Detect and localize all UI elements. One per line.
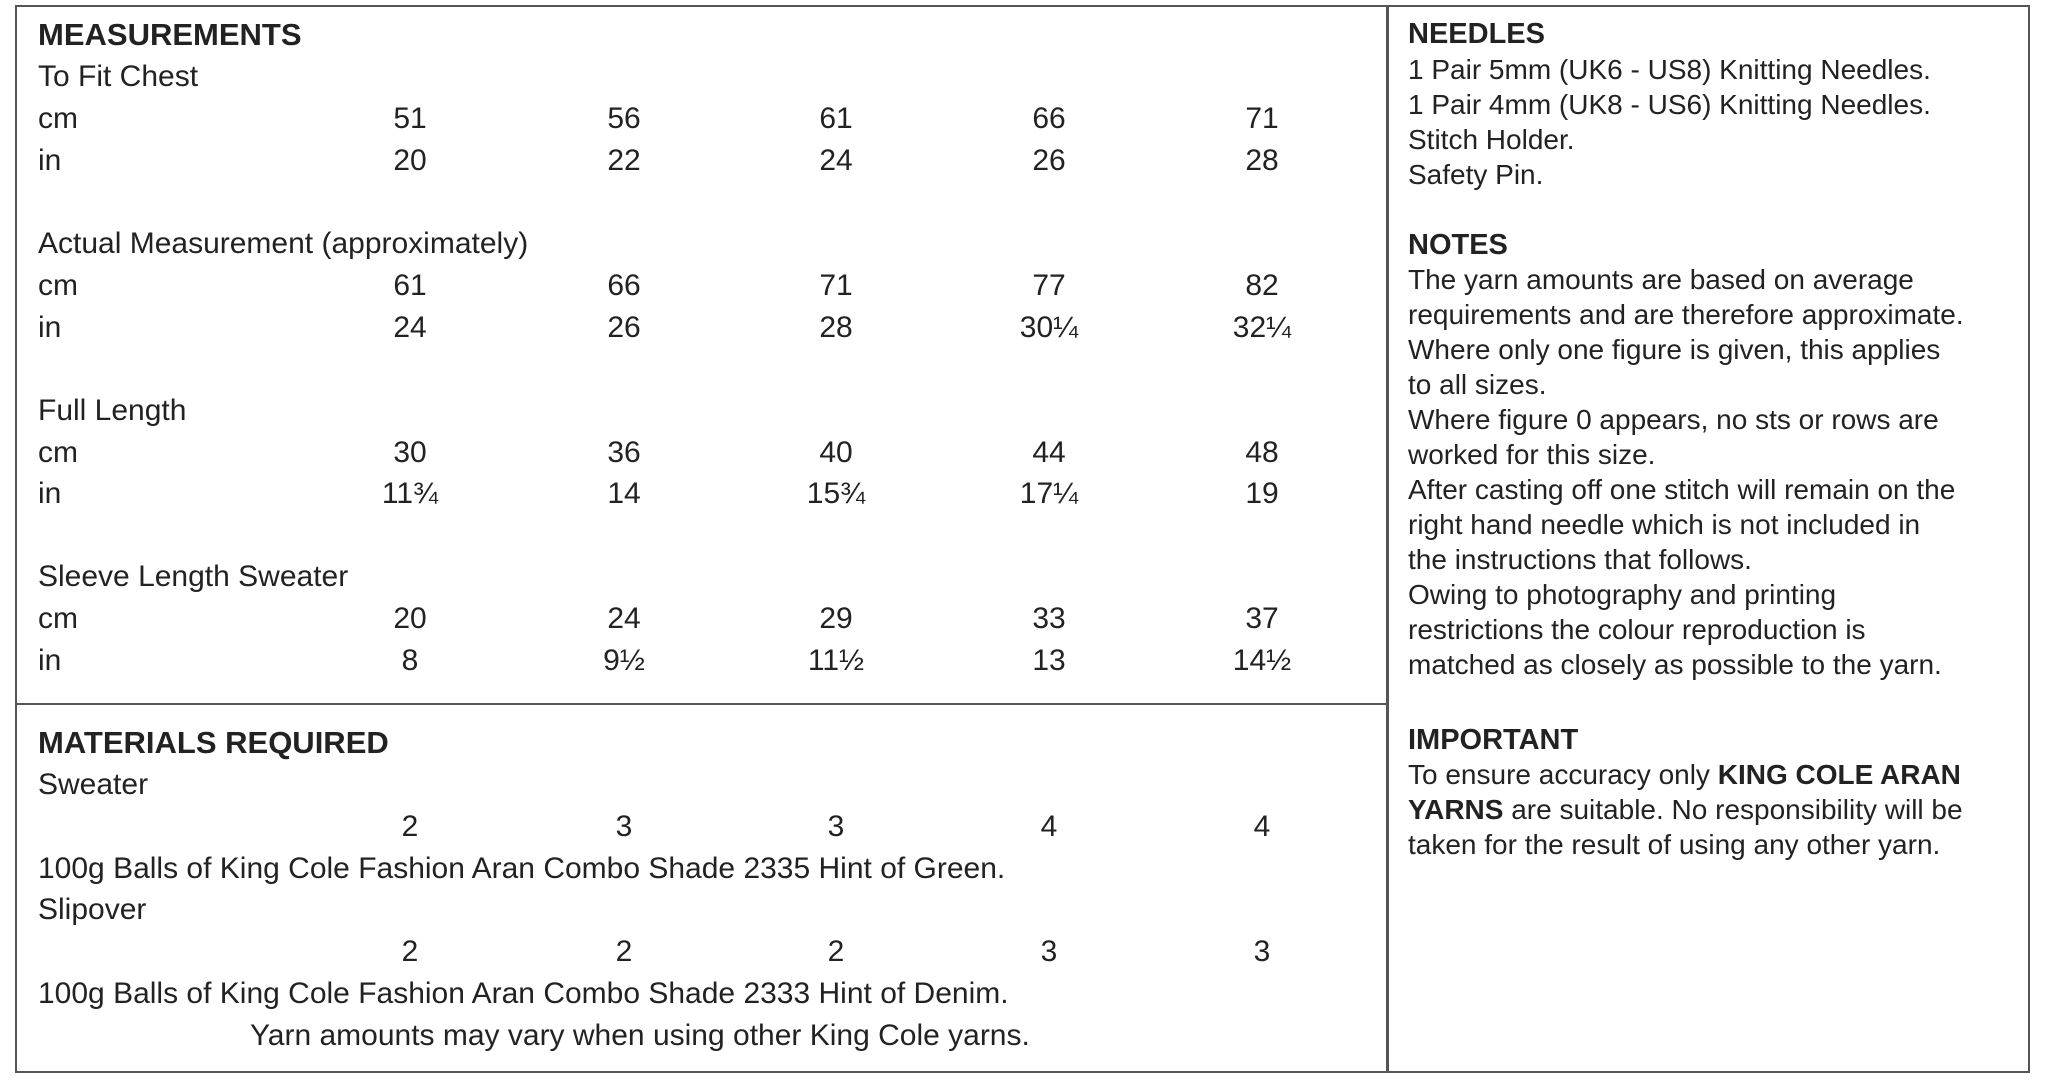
ball-count: 3 xyxy=(1040,935,1058,968)
ball-count: 4 xyxy=(1040,810,1058,843)
size-value: 36 xyxy=(607,436,641,469)
size-value: 24 xyxy=(819,144,853,177)
needles-line: 1 Pair 4mm (UK8 - US6) Knitting Needles. xyxy=(1408,89,1931,120)
measurements-heading: MEASUREMENTS xyxy=(38,17,302,52)
size-value: 82 xyxy=(1245,269,1279,302)
section-divider xyxy=(15,703,1387,705)
size-value: 61 xyxy=(819,102,853,135)
size-value: 17¼ xyxy=(1019,477,1079,510)
ball-count: 3 xyxy=(827,810,845,843)
notes-line: right hand needle which is not included in xyxy=(1408,509,1921,540)
size-value: 13 xyxy=(1032,644,1066,677)
size-value: 77 xyxy=(1032,269,1066,302)
notes-line: After casting off one stitch will remain on the xyxy=(1408,474,1956,505)
size-value: 71 xyxy=(819,269,853,302)
unit-label: in xyxy=(38,144,62,177)
size-value: 40 xyxy=(819,436,853,469)
size-value: 29 xyxy=(819,602,853,635)
size-value: 8 xyxy=(401,644,419,677)
unit-label: in xyxy=(38,644,62,677)
size-value: 24 xyxy=(607,602,641,635)
size-value: 14 xyxy=(607,477,641,510)
unit-label: cm xyxy=(38,102,78,135)
section-title: To Fit Chest xyxy=(38,60,199,93)
size-value: 56 xyxy=(607,102,641,135)
section-title: Sleeve Length Sweater xyxy=(38,560,349,593)
notes-line: requirements and are therefore approximate. xyxy=(1408,299,1964,330)
size-value: 22 xyxy=(607,144,641,177)
important-line: taken for the result of using any other yarn. xyxy=(1408,829,1941,860)
materials-heading: MATERIALS REQUIRED xyxy=(38,725,389,760)
notes-line: worked for this size. xyxy=(1408,439,1656,470)
ball-count: 2 xyxy=(401,935,419,968)
yarn-footnote: Yarn amounts may vary when using other King Cole yarns. xyxy=(250,1019,1030,1052)
important-heading: IMPORTANT xyxy=(1408,724,1579,756)
unit-label: cm xyxy=(38,269,78,302)
size-value: 44 xyxy=(1032,436,1066,469)
size-value: 20 xyxy=(393,602,427,635)
size-value: 24 xyxy=(393,311,427,344)
notes-line: restrictions the colour reproduction is xyxy=(1408,614,1866,645)
material-name: Slipover xyxy=(38,893,147,926)
size-value: 20 xyxy=(393,144,427,177)
needles-line: Safety Pin. xyxy=(1408,159,1544,190)
material-name: Sweater xyxy=(38,768,149,801)
size-value: 9½ xyxy=(603,644,645,677)
section-title: Full Length xyxy=(38,394,187,427)
size-value: 30 xyxy=(393,436,427,469)
size-value: 66 xyxy=(1032,102,1066,135)
notes-heading: NOTES xyxy=(1408,229,1508,261)
notes-line: the instructions that follows. xyxy=(1408,544,1752,575)
unit-label: cm xyxy=(38,436,78,469)
ball-count: 3 xyxy=(615,810,633,843)
size-value: 37 xyxy=(1245,602,1279,635)
ball-count: 2 xyxy=(827,935,845,968)
unit-label: in xyxy=(38,311,62,344)
notes-line: Where only one figure is given, this applies xyxy=(1408,334,1941,365)
ball-count: 2 xyxy=(401,810,419,843)
size-value: 11½ xyxy=(807,644,865,677)
size-value: 32¼ xyxy=(1232,311,1292,344)
size-value: 66 xyxy=(607,269,641,302)
ball-count: 3 xyxy=(1253,935,1271,968)
needles-line: Stitch Holder. xyxy=(1408,124,1575,155)
needles-line: 1 Pair 5mm (UK6 - US8) Knitting Needles. xyxy=(1408,54,1931,85)
size-value: 30¼ xyxy=(1019,311,1079,344)
size-value: 26 xyxy=(607,311,641,344)
size-value: 48 xyxy=(1245,436,1279,469)
size-value: 14½ xyxy=(1232,644,1292,677)
unit-label: cm xyxy=(38,602,78,635)
size-value: 33 xyxy=(1032,602,1066,635)
size-value: 51 xyxy=(393,102,427,135)
size-value: 61 xyxy=(393,269,427,302)
important-line: To ensure accuracy only KING COLE ARAN xyxy=(1408,759,1961,790)
material-description: 100g Balls of King Cole Fashion Aran Combo Shade 2335 Hint of Green. xyxy=(38,852,1006,885)
notes-line: to all sizes. xyxy=(1408,369,1547,400)
size-value: 28 xyxy=(1245,144,1279,177)
notes-line: The yarn amounts are based on average xyxy=(1408,264,1914,295)
notes-line: Owing to photography and printing xyxy=(1408,579,1837,610)
section-title: Actual Measurement (approximately) xyxy=(38,227,529,260)
important-line: YARNS are suitable. No responsibility will be xyxy=(1408,794,1963,825)
size-value: 19 xyxy=(1245,477,1279,510)
notes-line: Where figure 0 appears, no sts or rows are xyxy=(1408,404,1939,435)
ball-count: 4 xyxy=(1253,810,1271,843)
ball-count: 2 xyxy=(615,935,633,968)
size-value: 15¾ xyxy=(806,477,866,510)
needles-heading: NEEDLES xyxy=(1408,18,1545,50)
notes-line: matched as closely as possible to the yarn. xyxy=(1408,649,1942,680)
material-description: 100g Balls of King Cole Fashion Aran Combo Shade 2333 Hint of Denim. xyxy=(38,977,1009,1010)
unit-label: in xyxy=(38,477,62,510)
size-value: 71 xyxy=(1245,102,1279,135)
column-divider xyxy=(1386,5,1389,1073)
size-value: 28 xyxy=(819,311,853,344)
size-value: 11¾ xyxy=(381,477,439,510)
size-value: 26 xyxy=(1032,144,1066,177)
